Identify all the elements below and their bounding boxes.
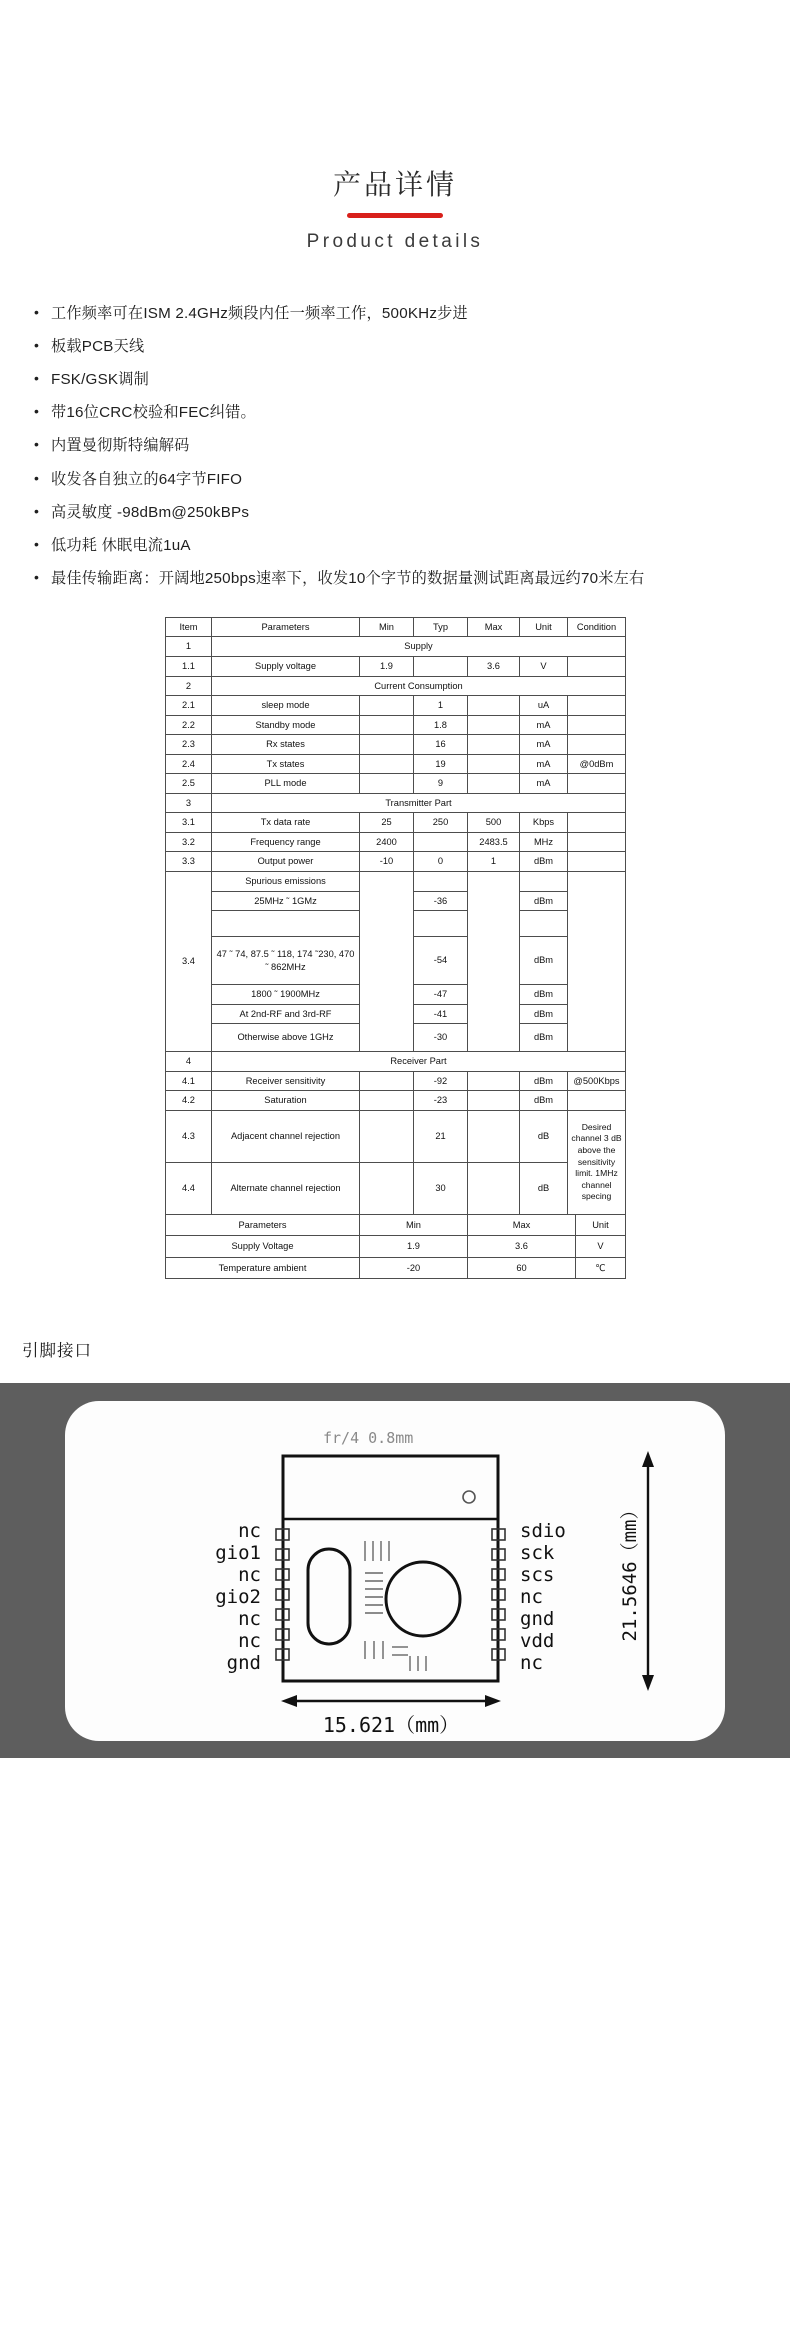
col-header-parameters: Parameters [166,1214,360,1236]
cell-max [468,1162,520,1214]
cell-unit: dB [520,1162,568,1214]
col-header-unit: Unit [520,617,568,637]
cell-unit: dBm [520,937,568,985]
section-label: Current Consumption [212,676,626,696]
section-number: 1 [166,637,212,657]
table-row [166,715,626,735]
cell-item: 1.1 [166,656,212,676]
cell-param: At 2nd-RF and 3rd-RF [212,1004,360,1024]
arrow-up-icon [642,1451,654,1467]
cell-param: 25MHz ˜ 1GMz [212,891,360,911]
section-label: Transmitter Part [212,793,626,813]
pin-label-right: nc [520,1586,543,1609]
feature-text: • 最佳传输距离：开阔地250bps速率下，收发10个字节的数据量测试距离最远约70米左右 [51,570,645,588]
cell-unit: dBm [520,1091,568,1111]
cell-param: Output power [212,852,360,872]
cell-cond [568,832,626,852]
cell-typ [414,656,468,676]
table-row [166,872,626,892]
pin-label-left: gnd [226,1652,261,1675]
cell-max: 1 [468,852,520,872]
cell-param: Rx states [212,735,360,755]
arrow-right-icon [485,1695,501,1707]
cell-min [360,735,414,755]
cell-typ: -36 [414,891,468,911]
cell-typ [414,911,468,937]
cell-max: 2483.5 [468,832,520,852]
cell-unit: Kbps [520,813,568,833]
cell-typ: 30 [414,1162,468,1214]
cell-unit: dBm [520,1024,568,1052]
list-item [34,499,762,527]
pcb-height-dimension [619,1451,654,1691]
cell-cond-rejection: Desired channel 3 dB above the sensitivity limit. 1MHz channel specing [568,1110,626,1214]
feature-text: • 内置曼彻斯特编解码 [51,437,190,455]
table-header-row [166,617,626,637]
cell-max: 3.6 [468,656,520,676]
feature-text: • 带16位CRC校验和FEC纠错。 [51,404,256,422]
cell-param: Saturation [212,1091,360,1111]
list-item [34,366,762,394]
pin-label-right: sck [520,1542,555,1565]
cell-item: 2.3 [166,735,212,755]
table-row [166,1110,626,1162]
cell-unit: dBm [520,1071,568,1091]
feature-text: • 收发各自独立的64字节FIFO [51,470,243,488]
cell-param: Temperature ambient [166,1257,360,1279]
col-header-typ: Typ [414,617,468,637]
list-item [34,565,762,593]
cell-cond [568,872,626,1052]
section-label: Supply [212,637,626,657]
cell-unit: dB [520,1110,568,1162]
cell-max [468,754,520,774]
pin-label-right: vdd [520,1630,555,1653]
col-header-min: Min [360,617,414,637]
pin-label-left: nc [238,1608,261,1631]
cell-unit: mA [520,754,568,774]
cell-unit: uA [520,696,568,716]
table-row [166,656,626,676]
pin-label-left: nc [238,1520,261,1543]
list-item [34,466,762,494]
page-title: 产品详情 [332,169,457,200]
cell-min [360,774,414,794]
cell-param: Supply voltage [212,656,360,676]
cell-min [360,1071,414,1091]
cell-cond: @500Kbps [568,1071,626,1091]
cell-param: Spurious emissions [212,872,360,892]
cell-typ: -54 [414,937,468,985]
cell-max [468,1091,520,1111]
cell-min [360,1162,414,1214]
table-row [166,696,626,716]
cell-unit: ℃ [576,1257,626,1279]
cell-typ: -23 [414,1091,468,1111]
cell-unit: mA [520,715,568,735]
section-number: 3 [166,793,212,813]
pcb-right-pin-labels [520,1520,566,1674]
table-row [166,852,626,872]
cell-min: 25 [360,813,414,833]
table-row [166,754,626,774]
cell-typ: -92 [414,1071,468,1091]
list-item [34,432,762,460]
cell-item: 2.5 [166,774,212,794]
section-row [166,676,626,696]
col-header-unit: Unit [576,1214,626,1236]
cell-min [360,1110,414,1162]
page-header [0,0,790,253]
cell-unit: mA [520,735,568,755]
cell-cond [568,774,626,794]
cell-item: 4.3 [166,1110,212,1162]
cell-typ [414,832,468,852]
pcb-drawing [65,1401,725,1741]
pin-label-right: gnd [520,1608,555,1631]
cell-typ: 250 [414,813,468,833]
cell-typ: 1.8 [414,715,468,735]
cell-max [468,774,520,794]
pin-label-left: gio2 [215,1586,261,1609]
cell-unit [520,872,568,892]
cell-item: 3.3 [166,852,212,872]
pcb-shield-oval [308,1549,350,1644]
title-underline-accent [347,213,443,218]
cell-min [360,715,414,735]
cell-unit: dBm [520,985,568,1005]
table-header-row [166,1214,626,1236]
table-row [166,1236,626,1258]
cell-max [468,735,520,755]
section-label: Receiver Part [212,1052,626,1072]
feature-text: • 工作频率可在ISM 2.4GHz频段内任一频率工作，500KHz步进 [51,304,468,322]
table-row [166,832,626,852]
table-row [166,1071,626,1091]
pin-interface-title: 引脚接口 [22,1342,92,1361]
pin-label-right: nc [520,1652,543,1675]
pin-label-left: nc [238,1630,261,1653]
environment-table [165,1214,626,1280]
feature-text: • FSK/GSK调制 [51,370,150,388]
col-header-item: Item [166,617,212,637]
arrow-down-icon [642,1675,654,1691]
cell-unit: MHz [520,832,568,852]
cell-param: Standby mode [212,715,360,735]
col-header-condition: Condition [568,617,626,637]
page-subtitle: Product details [306,230,484,252]
cell-cond [568,735,626,755]
pcb-material-label: fr/4 0.8mm [323,1429,414,1448]
table-row [166,1162,626,1214]
cell-min: 1.9 [360,1236,468,1258]
pin-label-left: gio1 [215,1542,261,1565]
cell-param: Frequency range [212,832,360,852]
cell-item: 4.1 [166,1071,212,1091]
cell-item: 3.1 [166,813,212,833]
cell-max: 60 [468,1257,576,1279]
cell-typ: 1 [414,696,468,716]
cell-min: 1.9 [360,656,414,676]
table-row [166,774,626,794]
pin-label-right: sdio [520,1520,566,1543]
cell-unit: dBm [520,891,568,911]
cell-typ [414,872,468,892]
cell-param: Adjacent channel rejection [212,1110,360,1162]
cell-typ: 9 [414,774,468,794]
cell-max [468,872,520,1052]
list-item [34,300,762,328]
cell-cond [568,656,626,676]
section-number: 2 [166,676,212,696]
col-header-max: Max [468,617,520,637]
cell-item: 4.2 [166,1091,212,1111]
section-row [166,793,626,813]
cell-max [468,1071,520,1091]
table-row [166,1091,626,1111]
cell-max: 3.6 [468,1236,576,1258]
pin-label-right: scs [520,1564,555,1587]
table-row [166,1257,626,1279]
cell-cond [568,813,626,833]
pin-label-left: nc [238,1564,261,1587]
pcb-height-label: 21.5646（mm） [619,1500,641,1642]
cell-min: -10 [360,852,414,872]
cell-typ: -41 [414,1004,468,1024]
pcb-pin1-marker-icon [463,1491,475,1503]
cell-item: 3.4 [166,872,212,1052]
cell-unit: dBm [520,1004,568,1024]
col-header-max: Max [468,1214,576,1236]
cell-cond: @0dBm [568,754,626,774]
cell-cond [568,1091,626,1111]
cell-min [360,1091,414,1111]
specification-table [165,617,626,1215]
arrow-left-icon [281,1695,297,1707]
cell-unit: V [520,656,568,676]
list-item [34,333,762,361]
pcb-ic-circle [386,1562,460,1636]
cell-typ: 19 [414,754,468,774]
cell-param [212,911,360,937]
cell-param: Otherwise above 1GHz [212,1024,360,1052]
cell-min [360,754,414,774]
cell-min: 2400 [360,832,414,852]
cell-max: 500 [468,813,520,833]
cell-max [468,696,520,716]
pcb-trace-marks [365,1541,426,1671]
cell-typ: 0 [414,852,468,872]
feature-list [0,300,790,593]
section-number: 4 [166,1052,212,1072]
section-row [166,1052,626,1072]
cell-item: 2.4 [166,754,212,774]
cell-cond [568,696,626,716]
cell-typ: 16 [414,735,468,755]
cell-unit [520,911,568,937]
pcb-left-pin-labels [215,1520,261,1674]
feature-text: • 板载PCB天线 [51,337,145,355]
cell-param: Supply Voltage [166,1236,360,1258]
cell-unit: mA [520,774,568,794]
cell-item: 3.2 [166,832,212,852]
table-row [166,813,626,833]
cell-param: Tx states [212,754,360,774]
cell-unit: V [576,1236,626,1258]
cell-cond [568,715,626,735]
feature-text: • 高灵敏度 -98dBm@250kBPs [51,503,250,521]
cell-param: Receiver sensitivity [212,1071,360,1091]
pcb-board-outline [283,1456,498,1681]
cell-param: 1800 ˜ 1900MHz [212,985,360,1005]
feature-text: • 低功耗 休眠电流1uA [51,536,191,554]
cell-param: sleep mode [212,696,360,716]
pcb-width-dimension [281,1695,501,1737]
cell-min: -20 [360,1257,468,1279]
cell-max [468,1110,520,1162]
cell-cond [568,852,626,872]
table-row [166,735,626,755]
cell-item: 2.1 [166,696,212,716]
cell-typ: -47 [414,985,468,1005]
cell-min [360,872,414,1052]
cell-unit: dBm [520,852,568,872]
list-item [34,532,762,560]
cell-param: Alternate channel rejection [212,1162,360,1214]
pcb-dimension-figure [0,1383,790,1758]
cell-item: 2.2 [166,715,212,735]
specification-table-wrapper [165,617,625,1280]
cell-param: 47 ˜ 74, 87.5 ˜ 118, 174 ˜230, 470 ˜ 862MHz [212,937,360,985]
pcb-figure-card [65,1401,725,1741]
section-row [166,637,626,657]
col-header-parameters: Parameters [212,617,360,637]
list-item [34,399,762,427]
cell-typ: -30 [414,1024,468,1052]
col-header-min: Min [360,1214,468,1236]
cell-param: PLL mode [212,774,360,794]
cell-param: Tx data rate [212,813,360,833]
pcb-width-label: 15.621（mm） [322,1713,460,1738]
cell-item: 4.4 [166,1162,212,1214]
cell-min [360,696,414,716]
cell-max [468,715,520,735]
cell-typ: 21 [414,1110,468,1162]
